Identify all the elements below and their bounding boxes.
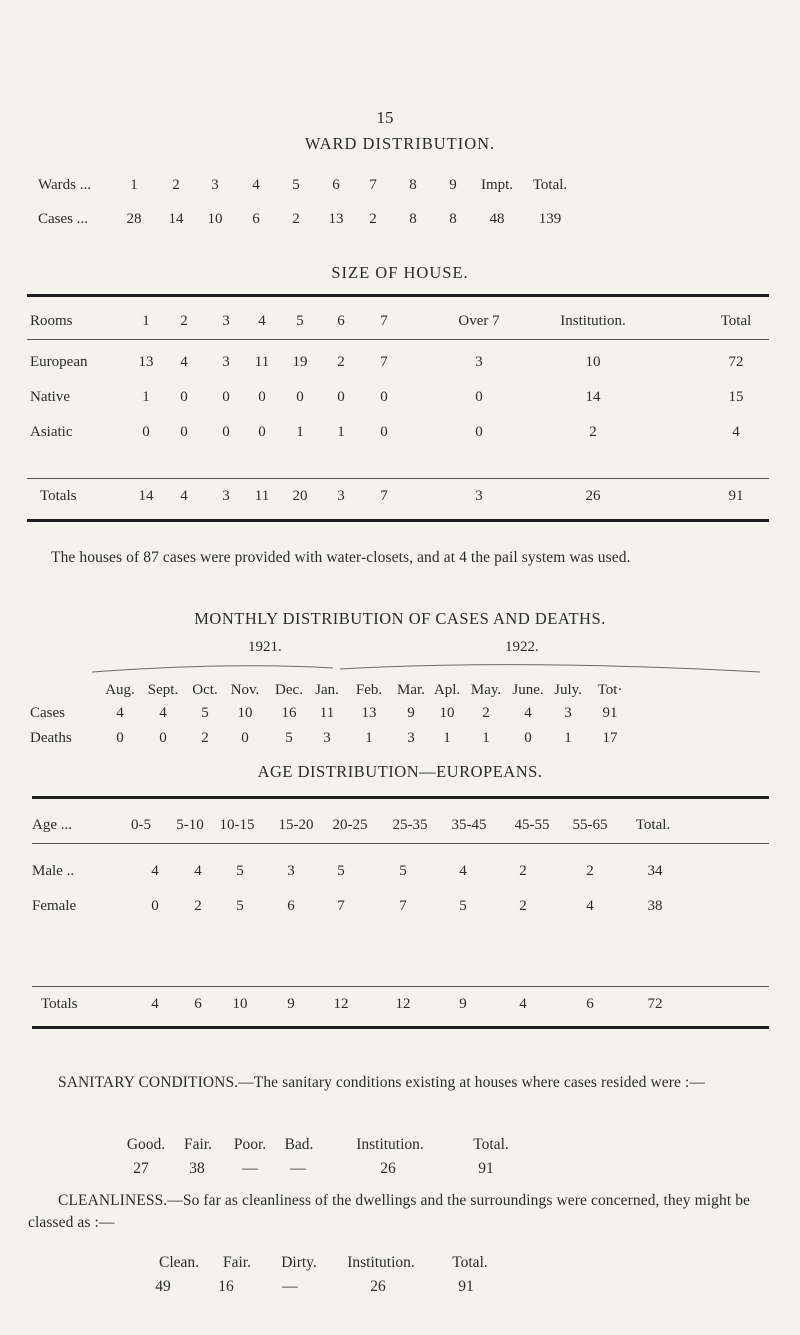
- age-row-cell: 3: [287, 863, 295, 879]
- monthly-row-cell: 16: [281, 705, 297, 721]
- age-header-cell: 15-20: [278, 817, 314, 833]
- monthly-row-cell: 2: [482, 705, 490, 721]
- month-header-cell: Dec.: [275, 682, 303, 698]
- age-table-top-rule: [32, 796, 769, 799]
- month-header-cell: Sept.: [147, 682, 179, 698]
- ward-header-cell: 9: [449, 177, 457, 193]
- cleanliness-header-cell: Clean.: [158, 1254, 200, 1271]
- age-header-cell: 55-65: [572, 817, 608, 833]
- ward-header-cell: 7: [369, 177, 377, 193]
- house-row-cell: 0: [142, 424, 150, 440]
- age-table-header-rule: [32, 843, 769, 844]
- house-row-cell: 2: [337, 354, 345, 370]
- monthly-row-cell: 10: [439, 705, 455, 721]
- ward-cases-cell: 2: [292, 211, 300, 227]
- house-row-cell: 0: [475, 424, 483, 440]
- rooms-header-cell: 5: [296, 313, 304, 329]
- age-row-cell: 5: [399, 863, 407, 879]
- monthly-row-cell: 0: [159, 730, 167, 746]
- rooms-header-cell: 2: [180, 313, 188, 329]
- age-row-cell: 4: [586, 898, 594, 914]
- sanitary-value-cell: 27: [133, 1160, 149, 1177]
- cleanliness-value-cell: —: [282, 1278, 298, 1295]
- sanitary-header-cell: Good.: [126, 1136, 166, 1153]
- sanitary-value-cell: 91: [478, 1160, 494, 1177]
- ward-cases-cell: 13: [328, 211, 344, 227]
- house-row-cell: 0: [258, 389, 266, 405]
- ward-cases-cell: 48: [489, 211, 505, 227]
- house-totals-label: Totals: [40, 488, 77, 504]
- sanitary-header-cell: Poor.: [233, 1136, 267, 1153]
- cleanliness-text: CLEANLINESS.—So far as cleanliness of the dwellings and the surroundings were concerned, they might be classed as :—: [28, 1192, 751, 1231]
- age-row-cell: 2: [519, 863, 527, 879]
- age-totals-cell: 9: [459, 996, 467, 1012]
- sanitary-header-cell: Total.: [473, 1136, 509, 1153]
- age-row-cell: 2: [586, 863, 594, 879]
- ward-cases-cell: 139: [538, 211, 562, 227]
- house-row-cell: 3: [475, 354, 483, 370]
- age-totals-cell: 4: [151, 996, 159, 1012]
- rooms-header-cell: Over 7: [458, 313, 500, 329]
- month-header-cell: Feb.: [355, 682, 383, 698]
- monthly-row-cell: 1: [482, 730, 490, 746]
- sanitary-value-cell: 38: [189, 1160, 205, 1177]
- ward-header-cell: Impt.: [480, 177, 514, 193]
- age-row-cell: 2: [519, 898, 527, 914]
- age-row-cell: 38: [647, 898, 663, 914]
- age-row-cell: 4: [194, 863, 202, 879]
- sanitary-header-cell: Bad.: [284, 1136, 314, 1153]
- house-totals-cell: 7: [380, 488, 388, 504]
- ward-row-label: Wards ...: [38, 177, 91, 193]
- month-header-cell: Jan.: [315, 682, 339, 698]
- monthly-row-cell: 17: [602, 730, 618, 746]
- house-row-cell: 3: [222, 354, 230, 370]
- page-number: 15: [376, 108, 394, 127]
- monthly-row-cell: 1: [443, 730, 451, 746]
- age-header-label: Age ...: [32, 817, 72, 833]
- house-row-cell: 4: [180, 354, 188, 370]
- monthly-row-cell: 5: [201, 705, 209, 721]
- age-row-label: Female: [32, 898, 77, 914]
- house-totals-cell: 26: [585, 488, 601, 504]
- house-row-cell: 0: [380, 424, 388, 440]
- age-row-cell: 34: [647, 863, 663, 879]
- month-header-cell: Aug.: [105, 682, 135, 698]
- ward-cases-cell: 6: [252, 211, 260, 227]
- rooms-header-cell: 1: [142, 313, 150, 329]
- age-header-cell: 5-10: [176, 817, 204, 833]
- cleanliness-header-cell: Institution.: [347, 1254, 415, 1271]
- monthly-row-cell: 4: [524, 705, 532, 721]
- rooms-header-cell: 7: [380, 313, 388, 329]
- table-header-rule: [27, 339, 769, 340]
- house-row-cell: 1: [337, 424, 345, 440]
- rooms-header-cell: Institution.: [560, 313, 626, 329]
- house-row-cell: 0: [475, 389, 483, 405]
- monthly-row-cell: 9: [407, 705, 415, 721]
- age-totals-cell: 4: [519, 996, 527, 1012]
- ward-header-cell: 6: [332, 177, 340, 193]
- age-row-cell: 0: [151, 898, 159, 914]
- age-totals-label: Totals: [41, 996, 78, 1012]
- year-1922: 1922.: [505, 639, 539, 655]
- age-header-cell: 10-15: [219, 817, 255, 833]
- house-row-cell: 0: [380, 389, 388, 405]
- house-totals-cell: 20: [292, 488, 308, 504]
- ward-cases-cell: 10: [207, 211, 223, 227]
- month-header-cell: June.: [512, 682, 544, 698]
- age-totals-cell: 72: [647, 996, 663, 1012]
- ward-cases-cell: 8: [409, 211, 417, 227]
- house-row-cell: 0: [337, 389, 345, 405]
- ward-cases-cell: 14: [168, 211, 184, 227]
- cleanliness-value-cell: 26: [370, 1278, 386, 1295]
- house-row-cell: 7: [380, 354, 388, 370]
- age-row-cell: 7: [337, 898, 345, 914]
- table-bottom-rule: [27, 519, 769, 522]
- table-top-rule: [27, 294, 769, 297]
- monthly-row-cell: 11: [319, 705, 335, 721]
- house-row-label: Native: [30, 389, 70, 405]
- age-row-label: Male ..: [32, 863, 75, 879]
- month-header-cell: Mar.: [397, 682, 425, 698]
- age-row-cell: 2: [194, 898, 202, 914]
- age-row-cell: 5: [459, 898, 467, 914]
- ward-header-cell: 5: [292, 177, 300, 193]
- monthly-row-cell: 0: [241, 730, 249, 746]
- house-totals-cell: 14: [138, 488, 154, 504]
- age-totals-cell: 12: [333, 996, 349, 1012]
- house-totals-cell: 11: [254, 488, 270, 504]
- age-row-cell: 5: [337, 863, 345, 879]
- age-row-cell: 7: [399, 898, 407, 914]
- house-row-cell: 0: [296, 389, 304, 405]
- month-header-cell: Oct.: [192, 682, 218, 698]
- age-row-cell: 5: [236, 863, 244, 879]
- house-row-cell: 13: [138, 354, 154, 370]
- monthly-distribution-title: MONTHLY DISTRIBUTION OF CASES AND DEATHS.: [194, 609, 606, 628]
- house-row-cell: 1: [296, 424, 304, 440]
- house-row-cell: 0: [222, 389, 230, 405]
- rooms-header-cell: 4: [258, 313, 266, 329]
- age-table-bottom-rule: [32, 1026, 769, 1029]
- sanitary-value-cell: —: [242, 1160, 258, 1177]
- monthly-row-label: Deaths: [30, 730, 72, 746]
- monthly-row-label: Cases: [30, 705, 65, 721]
- monthly-row-cell: 4: [159, 705, 167, 721]
- age-row-cell: 4: [151, 863, 159, 879]
- monthly-row-cell: 3: [407, 730, 415, 746]
- cleanliness-value-cell: 91: [458, 1278, 474, 1295]
- monthly-row-cell: 3: [323, 730, 331, 746]
- house-row-cell: 19: [292, 354, 308, 370]
- monthly-row-cell: 1: [564, 730, 572, 746]
- sanitary-value-cell: 26: [380, 1160, 396, 1177]
- age-header-cell: 25-35: [392, 817, 428, 833]
- month-header-cell: Nov.: [230, 682, 260, 698]
- house-row-cell: 2: [589, 424, 597, 440]
- monthly-row-cell: 13: [361, 705, 377, 721]
- house-row-cell: 14: [585, 389, 601, 405]
- house-totals-cell: 91: [728, 488, 744, 504]
- cleanliness-header-cell: Total.: [452, 1254, 488, 1271]
- ward-header-cell: 1: [130, 177, 138, 193]
- monthly-row-cell: 5: [285, 730, 293, 746]
- house-row-cell: 72: [728, 354, 744, 370]
- age-row-cell: 6: [287, 898, 295, 914]
- ward-header-cell: 8: [409, 177, 417, 193]
- house-row-label: European: [30, 354, 88, 370]
- monthly-row-cell: 0: [524, 730, 532, 746]
- house-totals-cell: 3: [475, 488, 483, 504]
- house-row-cell: 1: [142, 389, 150, 405]
- pail-system-note: The houses of 87 cases were provided with water-closets, and at 4 the pail system was used.: [51, 549, 631, 566]
- cleanliness-value-cell: 16: [218, 1278, 234, 1295]
- ward-header-cell: 4: [252, 177, 260, 193]
- age-header-cell: 0-5: [131, 817, 151, 833]
- month-header-cell: July.: [554, 682, 582, 698]
- age-row-cell: 5: [236, 898, 244, 914]
- house-row-cell: 0: [180, 389, 188, 405]
- monthly-row-cell: 2: [201, 730, 209, 746]
- age-table-totals-rule: [32, 986, 769, 987]
- cleanliness-header-cell: Fair.: [223, 1254, 251, 1271]
- year-1921: 1921.: [248, 639, 282, 655]
- month-header-cell: Tot·: [597, 682, 623, 698]
- table-totals-rule: [27, 478, 769, 479]
- age-totals-cell: 6: [194, 996, 202, 1012]
- monthly-row-cell: 0: [116, 730, 124, 746]
- age-totals-cell: 10: [232, 996, 248, 1012]
- rooms-header-label: Rooms: [30, 313, 73, 329]
- monthly-row-cell: 4: [116, 705, 124, 721]
- house-row-label: Asiatic: [30, 424, 73, 440]
- house-totals-cell: 3: [222, 488, 230, 504]
- cases-row-label: Cases ...: [38, 211, 88, 227]
- year-braces: [0, 660, 800, 680]
- house-row-cell: 0: [222, 424, 230, 440]
- ward-cases-cell: 2: [369, 211, 377, 227]
- rooms-header-cell: Total: [720, 313, 752, 329]
- house-totals-cell: 4: [180, 488, 188, 504]
- monthly-row-cell: 91: [602, 705, 618, 721]
- age-totals-cell: 6: [586, 996, 594, 1012]
- age-totals-cell: 9: [287, 996, 295, 1012]
- sanitary-header-cell: Institution.: [356, 1136, 424, 1153]
- house-row-cell: 11: [254, 354, 270, 370]
- ward-distribution-title: WARD DISTRIBUTION.: [304, 134, 496, 153]
- age-totals-cell: 12: [395, 996, 411, 1012]
- sanitary-value-cell: —: [290, 1160, 306, 1177]
- monthly-row-cell: 3: [564, 705, 572, 721]
- sanitary-conditions-text: SANITARY CONDITIONS.—The sanitary conditions existing at houses where cases resided were :—: [58, 1074, 705, 1091]
- ward-cases-cell: 28: [126, 211, 142, 227]
- ward-cases-cell: 8: [449, 211, 457, 227]
- age-header-cell: Total.: [635, 817, 671, 833]
- age-distribution-title: AGE DISTRIBUTION—EUROPEANS.: [257, 762, 543, 781]
- age-header-cell: 20-25: [332, 817, 368, 833]
- ward-header-cell: Total.: [532, 177, 568, 193]
- house-totals-cell: 3: [337, 488, 345, 504]
- rooms-header-cell: 3: [222, 313, 230, 329]
- ward-header-cell: 3: [211, 177, 219, 193]
- sanitary-header-cell: Fair.: [184, 1136, 212, 1153]
- rooms-header-cell: 6: [337, 313, 345, 329]
- house-row-cell: 4: [732, 424, 740, 440]
- house-row-cell: 15: [728, 389, 744, 405]
- age-row-cell: 4: [459, 863, 467, 879]
- ward-header-cell: 2: [172, 177, 180, 193]
- house-row-cell: 0: [180, 424, 188, 440]
- month-header-cell: May.: [470, 682, 502, 698]
- monthly-row-cell: 1: [365, 730, 373, 746]
- cleanliness-header-cell: Dirty.: [281, 1254, 317, 1271]
- house-row-cell: 10: [585, 354, 601, 370]
- monthly-row-cell: 10: [237, 705, 253, 721]
- house-row-cell: 0: [258, 424, 266, 440]
- house-size-title: SIZE OF HOUSE.: [331, 263, 469, 282]
- month-header-cell: Apl.: [433, 682, 461, 698]
- age-header-cell: 45-55: [514, 817, 550, 833]
- cleanliness-value-cell: 49: [155, 1278, 171, 1295]
- age-header-cell: 35-45: [451, 817, 487, 833]
